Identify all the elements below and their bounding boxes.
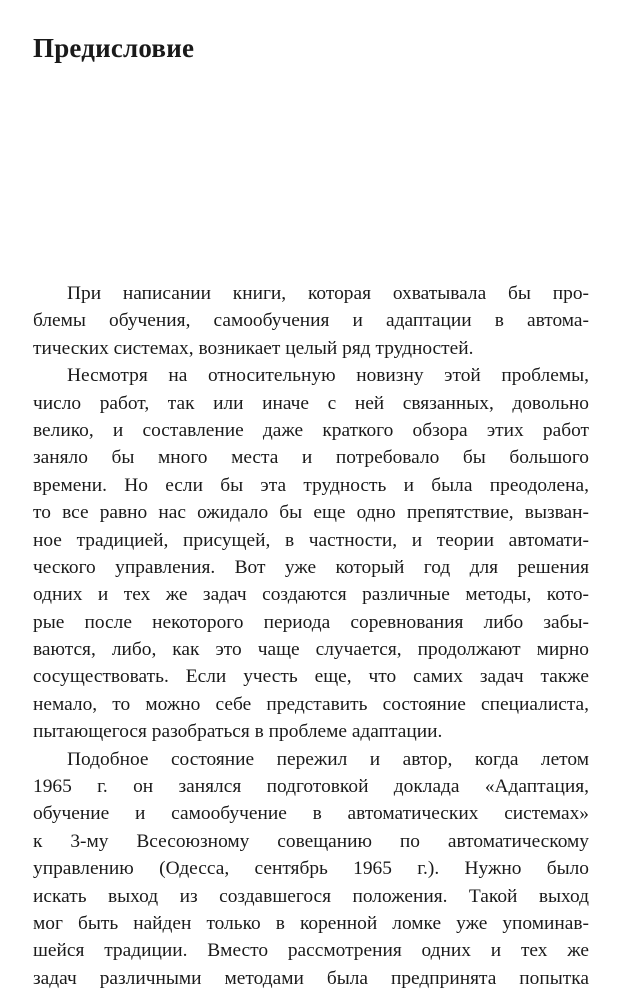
text-line: одних и тех же задач создаются различные методы, кото- [33,584,589,606]
text-line: времени. Но если бы эта трудность и была преодолена, [33,474,589,496]
text-line: Подобное состояние пережил и автор, когда летом [67,748,589,770]
text-line: то все равно нас ожидало бы еще одно препятствие, вызван- [33,502,589,524]
text-line: тических системах, возникает целый ряд трудностей. [33,337,474,359]
text-line: заняло бы много места и потребовало бы большого [33,447,589,469]
text-line: ное традицией, присущей, в частности, и теории автомати- [33,529,589,551]
text-line: число работ, так или иначе с ней связанных, довольно [33,392,589,414]
text-line: пытающегося разобраться в проблеме адаптации. [33,721,443,743]
text-line: шейся традиции. Вместо рассмотрения одних и тех же [33,940,589,962]
text-line: мог быть найден только в коренной ломке уже упоминав- [33,912,589,934]
text-line: ваются, либо, как это чаще случается, продолжают мирно [33,639,589,661]
text-line: к 3-му Всесоюзному совещанию по автоматическому [33,830,589,852]
paragraph-1 [33,280,589,362]
text-line: Несмотря на относительную новизну этой проблемы, [67,365,589,387]
paragraph-2 [33,362,589,745]
chapter-heading: Предисловие [33,33,195,63]
body-text [33,280,589,992]
text-line: 1965 г. он занялся подготовкой доклада «Адаптация, [33,776,589,798]
text-line: блемы обучения, самообучения и адаптации в автома- [33,310,589,332]
text-line: задач различными методами была предпринята попытка [33,967,589,989]
text-line: велико, и составление даже краткого обзора этих работ [33,419,589,441]
text-line: ческого управления. Вот уже который год для решения [33,556,589,578]
text-line: искать выход из создавшегося положения. Такой выход [33,885,589,907]
text-line: обучение и самообучение в автоматических системах» [33,803,589,825]
text-line: немало, то можно себе представить состояние специалиста, [33,693,589,715]
paragraph-3 [33,746,589,992]
text-line: При написании книги, которая охватывала бы про- [67,283,589,304]
text-line: рые после некоторого периода соревнования либо забы- [33,611,589,633]
text-line: сосуществовать. Если учесть еще, что самих задач также [33,666,589,688]
text-line: управлению (Одесса, сентябрь 1965 г.). Нужно было [33,858,589,880]
